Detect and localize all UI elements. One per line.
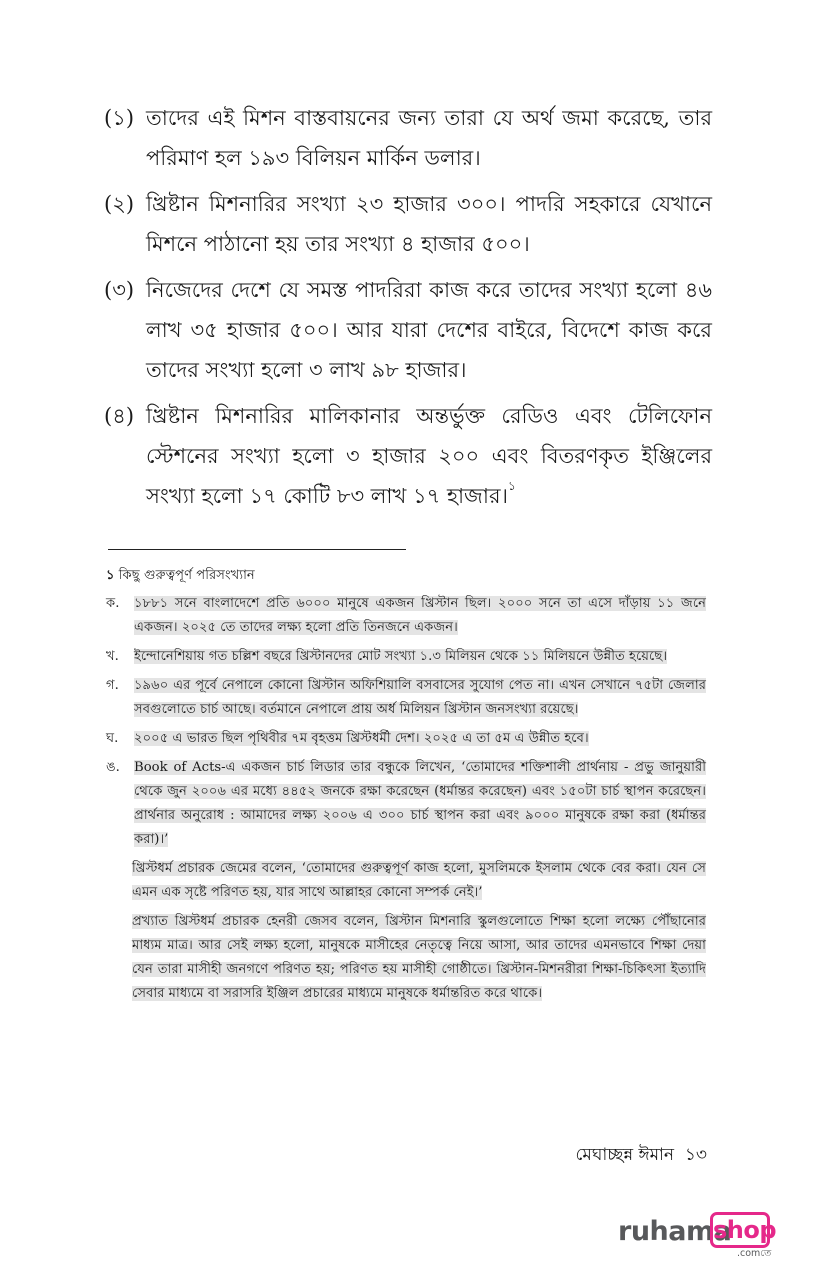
footnote-entry [106, 674, 706, 722]
footnote-entry [106, 645, 706, 669]
list-item-text: তাদের এই মিশন বাস্তবায়নের জন্য তারা যে অর্থ জমা করেছে, তার পরিমাণ হল ১৯৩ বিলিয়ন মার্কিন ডলার। [146, 106, 712, 170]
footnote-paragraph-text: প্রখ্যাত খ্রিস্টধর্ম প্রচারক হেনরী জেসব বলেন, খ্রিস্টান মিশনারি স্কুলগুলোতে শিক্ষা হলো লক্ষ্যে পৌঁছানোর মাধ্যম মাত্র। আর সেই লক্ষ্য হলো, মানুষকে মাসীহের নেতৃত্বে নিয়ে আসা, আর তাদের এমনভাবে শিক্ষা দেয়া যেন তারা মাসীহী জনগণে পরিণত হয়; পরিণত হয় মাসীহী গোষ্ঠীতে। খ্রিস্টান-মিশনরীরা শিক্ষা-চিকিৎসা ইত্যাদি সেবার মাধ্যমে বা সরাসরি ইঞ্জিল প্রচারের মাধ্যমে মানুষকে ধর্মান্তরিত করে থাকে। [132, 914, 706, 1001]
running-book-title: মেঘাচ্ছন্ন ঈমান [575, 1145, 675, 1165]
footnote-entry-text: ১৯৬০ এর পূর্বে নেপালে কোনো খ্রিস্টান অফিশিয়ালি বসবাসের সুযোগ পেত না। এখন সেখানে ৭৫টা জেলার সবগুলোতে চার্চ আছে। বর্তমানে নেপালে প্রায় অর্ধ মিলিয়ন খ্রিস্টান জনসংখ্যা রয়েছে। [134, 678, 706, 717]
footnote-reference[interactable]: ১ [508, 479, 516, 493]
logo-text-ruhama: ruhama [618, 1216, 732, 1247]
footnote-entry-text: ইন্দোনেশিয়ায় গত চল্লিশ বছরে খ্রিস্টানদের মোট সংখ্যা ১.৩ মিলিয়ন থেকে ১১ মিলিয়নে উন্নীত হয়েছে। [134, 649, 668, 664]
list-item-text: খ্রিষ্টান মিশনারির মালিকানার অন্তর্ভুক্ত রেডিও এবং টেলিফোন স্টেশনের সংখ্যা হলো ৩ হাজার ২০০ এবং বিতরণকৃত ইঞ্জিলের সংখ্যা হলো ১৭ কোটি ৮৩ লাখ ১৭ হাজার। [146, 404, 712, 508]
footnote-entry-label: ঘ. [106, 731, 119, 746]
footnote-entry-label: খ. [106, 649, 119, 664]
ruhamashop-logo [618, 1212, 778, 1262]
footnote-marker: ১ [106, 568, 115, 583]
list-item [104, 184, 712, 264]
footnote-entry-label: ঙ. [106, 760, 120, 775]
list-item-number: (১) [104, 106, 135, 130]
footnote-entry [106, 727, 706, 751]
footnote-entry-text: Book of Acts-এ একজন চার্চ লিডার তার বন্ধুকে লিখেন, ‘তোমাদের শক্তিশালী প্রার্থনায় - প্রভু জানুয়ারী থেকে জুন ২০০৬ এর মধ্যে ৪৪৫২ জনকে রক্ষা করেছেন (ধর্মান্তর করেছেন) এবং ১৫০টা চার্চ স্থাপন করেছেন। প্রার্থনার অনুরোধ : আমাদের লক্ষ্য ২০০৬ এ ৩০০ চার্চ স্থাপন করা এবং ৯০০০ মানুষকে রক্ষা করা (ধর্মান্তর করা)।’ [134, 760, 706, 847]
statistics-list [104, 98, 712, 522]
footnote-paragraph-text: খ্রিস্টধর্ম প্রচারক জেমের বলেন, ‘তোমাদের গুরুত্বপূর্ণ কাজ হলো, মুসলিমকে ইসলাম থেকে বের করা। যেন সে এমন এক সৃষ্টে পরিণত হয়, যার সাথে আল্লাহর কোনো সম্পর্ক নেই।’ [132, 861, 706, 900]
page-number: ১৩ [684, 1145, 707, 1165]
footnote-title [106, 564, 706, 588]
list-item [104, 270, 712, 390]
list-item-text: নিজেদের দেশে যে সমস্ত পাদরিরা কাজ করে তাদের সংখ্যা হলো ৪৬ লাখ ৩৫ হাজার ৫০০। আর যারা দেশের বাইরে, বিদেশে কাজ করে তাদের সংখ্যা হলো ৩ লাখ ৯৮ হাজার। [146, 278, 712, 382]
footnote-paragraph [106, 857, 706, 905]
footnote-entry-text: ২০০৫ এ ভারত ছিল পৃথিবীর ৭ম বৃহত্তম খ্রিস্টধর্মী দেশ। ২০২৫ এ তা ৫ম এ উন্নীত হবে। [134, 731, 589, 746]
footnote-entry [106, 756, 706, 852]
footnote-heading: কিছু গুরুত্বপূর্ণ পরিসংখ্যান [118, 568, 255, 583]
footnote-separator [108, 549, 406, 550]
footnote-entry-label: গ. [106, 678, 119, 693]
footnote-paragraph [106, 910, 706, 1006]
list-item-number: (৩) [104, 278, 135, 302]
list-item-number: (২) [104, 192, 135, 216]
footnote-section [106, 564, 706, 1011]
page-footer [576, 1142, 708, 1170]
list-item-number: (৪) [104, 404, 135, 428]
footnote-entry-label: ক. [106, 596, 120, 611]
list-item [104, 396, 712, 516]
list-item-text: খ্রিষ্টান মিশনারির সংখ্যা ২৩ হাজার ৩০০। পাদরি সহকারে যেখানে মিশনে পাঠানো হয় তার সংখ্যা ৪ হাজার ৫০০। [146, 192, 712, 256]
list-item [104, 98, 712, 178]
footnote-entry-text: ১৮৮১ সনে বাংলাদেশে প্রতি ৬০০০ মানুষে একজন খ্রিস্টান ছিল। ২০০০ সনে তা এসে দাঁড়ায় ১১ জনে একজন। ২০২৫ তে তাদের লক্ষ্য হলো প্রতি তিনজনে একজন। [134, 596, 706, 635]
footnote-entry [106, 592, 706, 640]
logo-text-shop: shop [713, 1216, 777, 1244]
logo-text-domain: .comতে [737, 1248, 772, 1259]
